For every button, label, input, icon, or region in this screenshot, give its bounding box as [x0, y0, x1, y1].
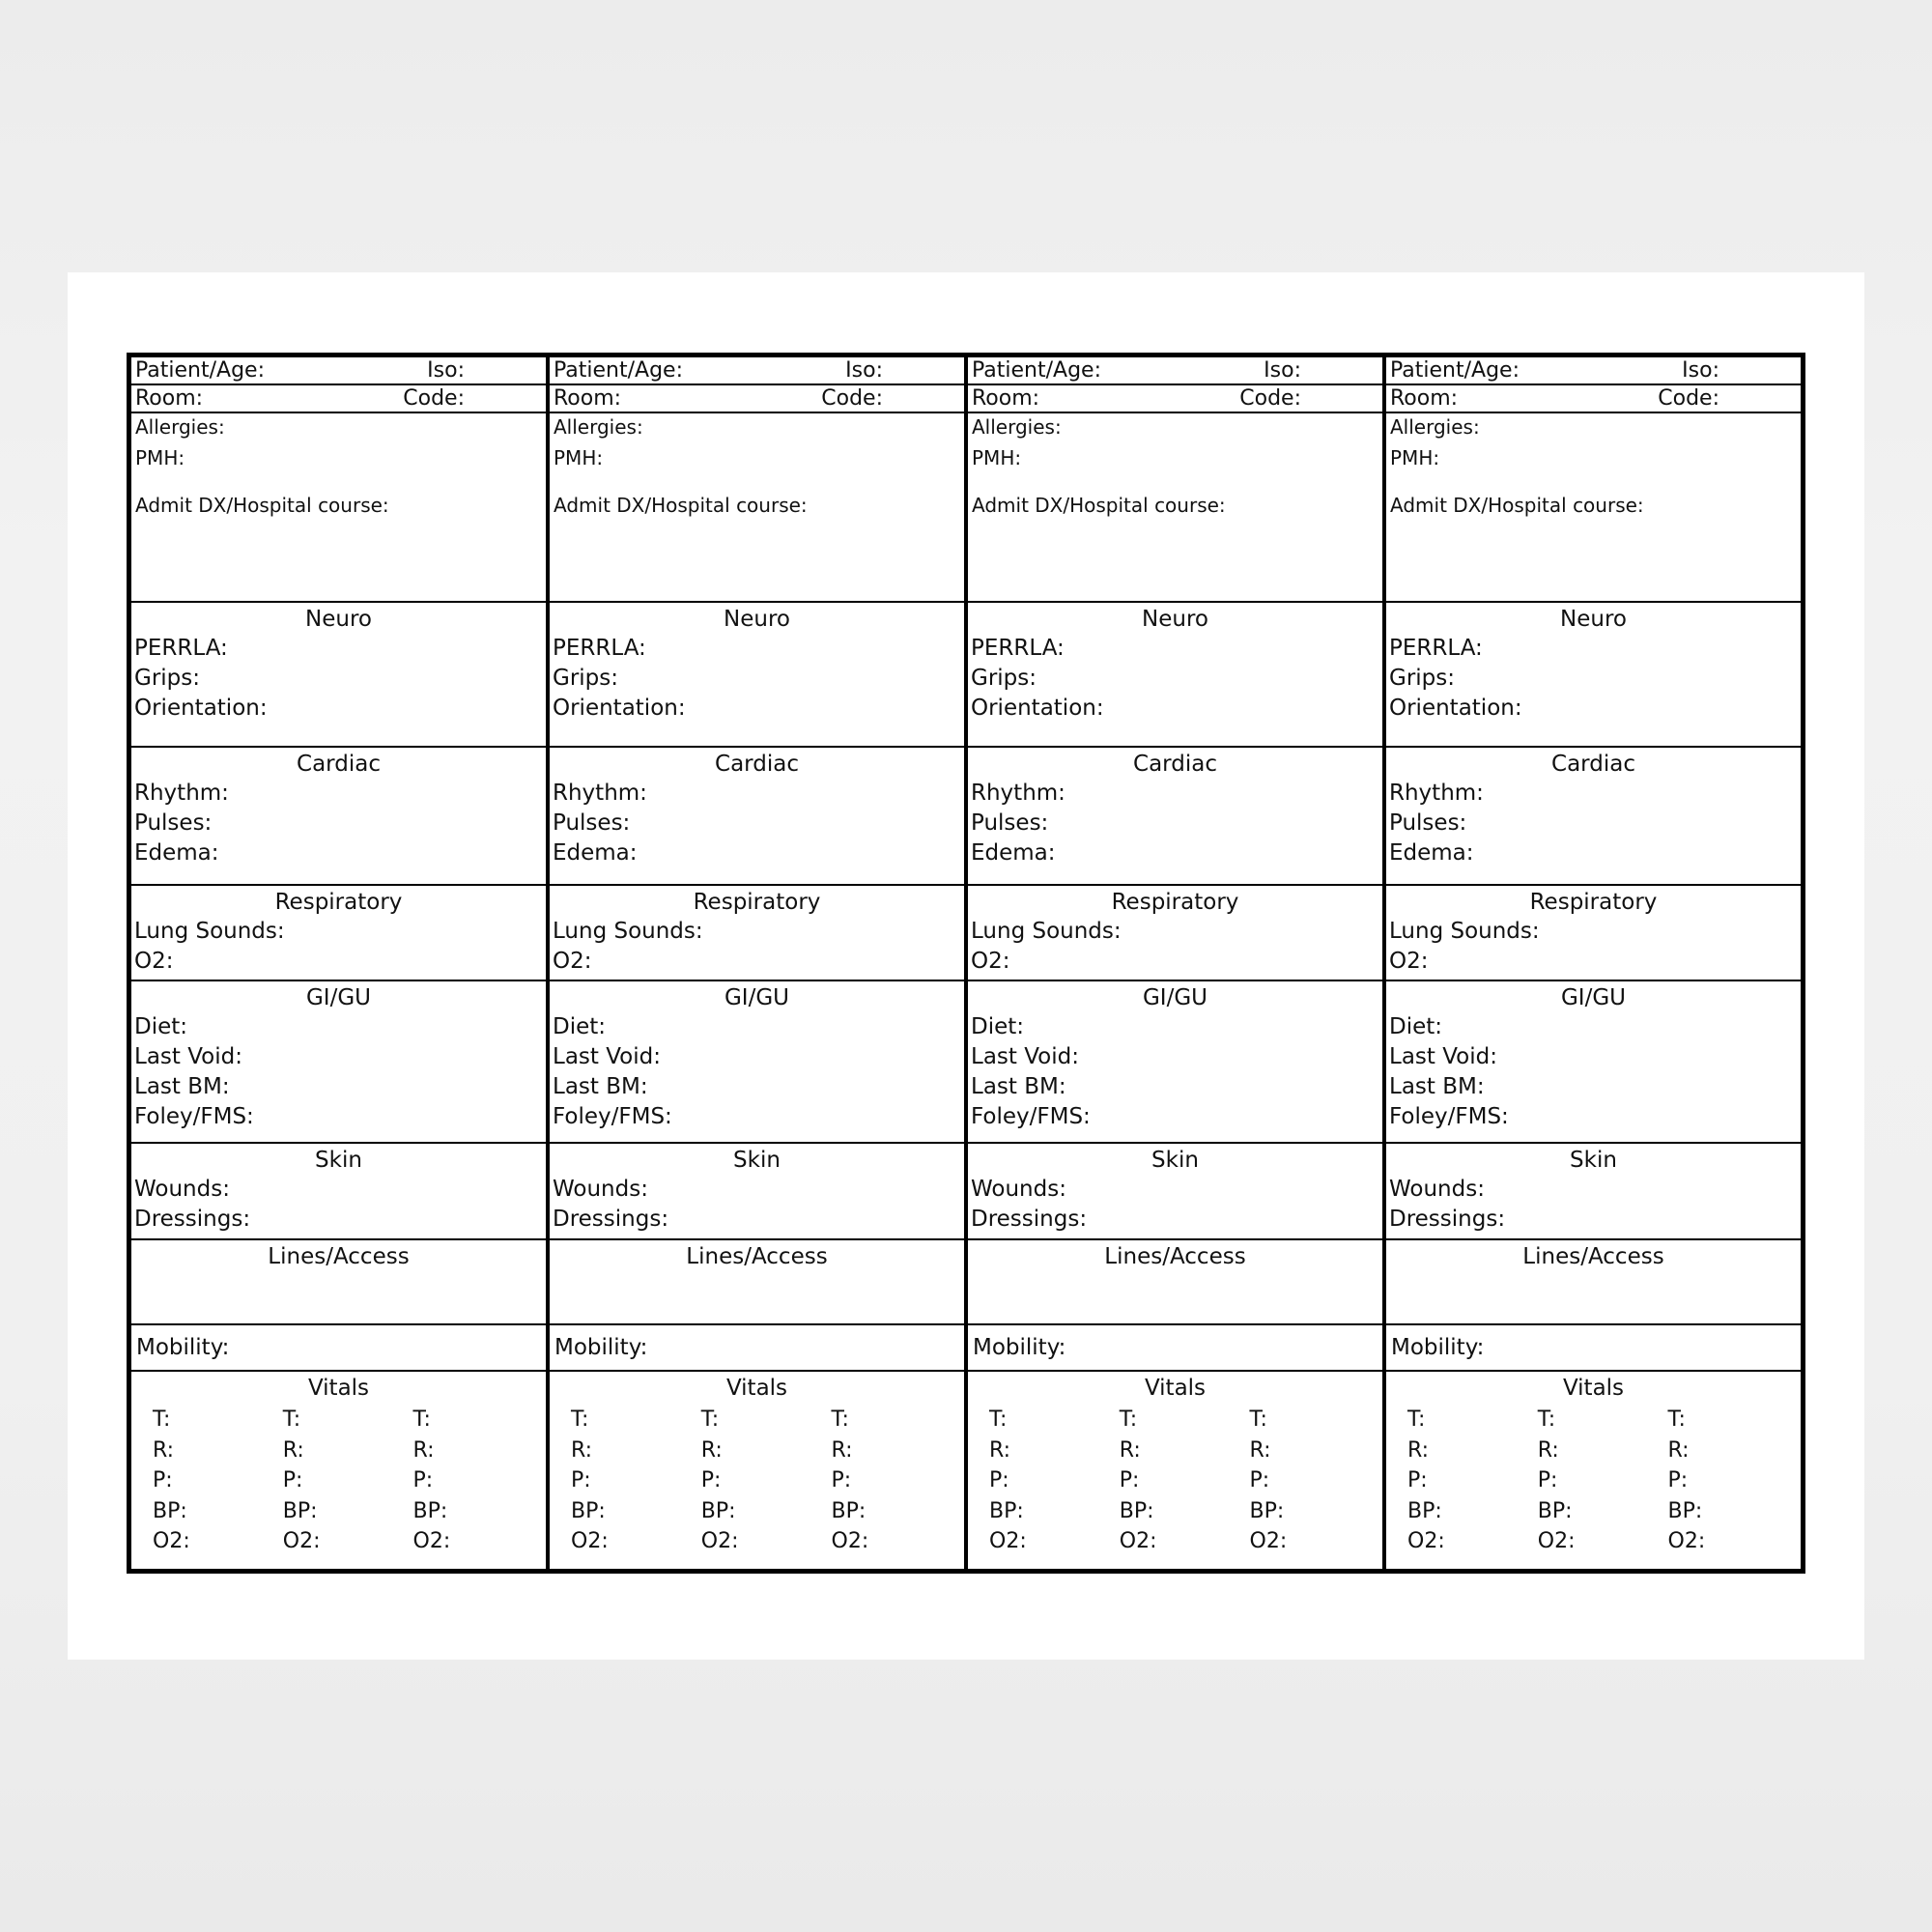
mobility-section	[1386, 1325, 1801, 1372]
cardiac-section-item: Rhythm:	[553, 781, 647, 806]
neuro-section-item: Orientation:	[1389, 696, 1522, 721]
allergies-label: Allergies:	[1390, 415, 1480, 439]
lines-access-title: Lines/Access	[1522, 1244, 1664, 1269]
mobility-section	[550, 1325, 964, 1372]
cardiac-section-item: Pulses:	[1389, 810, 1467, 836]
vitals-label: O2:	[831, 1529, 869, 1553]
gigu-section-item: Last BM:	[134, 1074, 230, 1099]
cardiac-section-item: Rhythm:	[134, 781, 229, 806]
skin-section-item: Dressings:	[1389, 1207, 1506, 1232]
neuro-section-item: Grips:	[1389, 666, 1456, 691]
gigu-section-item: Foley/FMS:	[1389, 1104, 1509, 1129]
cardiac-section-item: Pulses:	[971, 810, 1049, 836]
neuro-section-item: Grips:	[971, 666, 1037, 691]
neuro-section-item: PERRLA:	[1389, 636, 1483, 661]
vitals-label: O2:	[1249, 1529, 1288, 1553]
vitals-label: O2:	[1407, 1529, 1445, 1553]
cardiac-section-item: Rhythm:	[1389, 781, 1484, 806]
vitals-title: Vitals	[1144, 1376, 1207, 1401]
skin-section-item: Wounds:	[971, 1177, 1066, 1202]
vitals-set	[413, 1405, 526, 1557]
neuro-section-item: Grips:	[134, 666, 201, 691]
vitals-label: R:	[412, 1437, 435, 1463]
vitals-label: BP:	[571, 1498, 606, 1523]
mobility-label: Mobility:	[1391, 1335, 1485, 1360]
vitals-section	[550, 1372, 964, 1569]
vitals-label: O2:	[282, 1529, 321, 1553]
vitals-set	[1120, 1405, 1232, 1557]
vitals-label: BP:	[1407, 1498, 1442, 1523]
vitals-label: R:	[831, 1437, 853, 1463]
respiratory-section-title: Respiratory	[274, 890, 403, 915]
vitals-section	[131, 1372, 546, 1569]
mobility-section	[968, 1325, 1382, 1372]
gigu-section-item: Last Void:	[134, 1044, 242, 1069]
respiratory-section-item: Lung Sounds:	[134, 919, 285, 944]
cardiac-section	[1386, 748, 1801, 886]
respiratory-section-title: Respiratory	[693, 890, 821, 915]
gigu-section-item: Last BM:	[553, 1074, 648, 1099]
vitals-label: P:	[700, 1468, 722, 1492]
vitals-label: T:	[989, 1407, 1008, 1432]
neuro-section-title: Neuro	[1560, 607, 1627, 632]
vitals-label: O2:	[1537, 1529, 1576, 1553]
cardiac-section-title: Cardiac	[1133, 752, 1217, 777]
vitals-label: O2:	[700, 1529, 739, 1553]
neuro-section-item: Orientation:	[134, 696, 268, 721]
vitals-set	[832, 1405, 944, 1557]
vitals-label: P:	[571, 1468, 591, 1492]
patient-column	[131, 357, 550, 1569]
skin-section	[131, 1144, 546, 1240]
vitals-set	[1538, 1405, 1650, 1557]
vitals-title: Vitals	[1562, 1376, 1625, 1401]
vitals-label: BP:	[1119, 1498, 1154, 1523]
allergies-label: Allergies:	[135, 415, 225, 439]
code-label: Code:	[1239, 386, 1301, 411]
iso-label: Iso:	[845, 358, 883, 383]
code-label: Code:	[403, 386, 465, 411]
cardiac-section-item: Edema:	[1389, 840, 1474, 866]
cardiac-section-item: Edema:	[553, 840, 638, 866]
skin-section-title: Skin	[733, 1148, 781, 1173]
history-section	[1386, 413, 1801, 603]
gigu-section-item: Last BM:	[1389, 1074, 1485, 1099]
gigu-section-item: Diet:	[971, 1014, 1025, 1039]
vitals-label: T:	[1407, 1407, 1426, 1432]
skin-section-item: Wounds:	[1389, 1177, 1485, 1202]
admit-dx-label: Admit DX/Hospital course:	[135, 494, 389, 517]
vitals-label: T:	[412, 1407, 431, 1432]
vitals-set	[1250, 1405, 1362, 1557]
vitals-label: R:	[153, 1437, 175, 1463]
patient-age-label: Patient/Age:	[135, 358, 265, 383]
patient-age-label: Patient/Age:	[554, 358, 683, 383]
cardiac-section-item: Rhythm:	[971, 781, 1065, 806]
mobility-label: Mobility:	[973, 1335, 1066, 1360]
neuro-section	[550, 603, 964, 748]
gigu-section-item: Last Void:	[1389, 1044, 1497, 1069]
respiratory-section	[131, 886, 546, 981]
respiratory-section-item: O2:	[971, 949, 1010, 974]
vitals-set	[1668, 1405, 1780, 1557]
cardiac-section-item: Edema:	[971, 840, 1056, 866]
patient-age-iso-row	[550, 357, 964, 385]
patient-age-label: Patient/Age:	[1390, 358, 1520, 383]
respiratory-section-item: Lung Sounds:	[971, 919, 1122, 944]
respiratory-section-item: Lung Sounds:	[553, 919, 703, 944]
gigu-section-title: GI/GU	[1560, 985, 1626, 1010]
vitals-grid	[968, 1403, 1382, 1557]
vitals-label: BP:	[1249, 1498, 1285, 1523]
respiratory-section	[1386, 886, 1801, 981]
vitals-label: P:	[831, 1468, 852, 1492]
code-label: Code:	[1658, 386, 1719, 411]
room-code-row	[131, 385, 546, 413]
lines-access-title: Lines/Access	[686, 1244, 828, 1269]
vitals-set	[283, 1405, 395, 1557]
history-section	[550, 413, 964, 603]
vitals-label: R:	[1407, 1437, 1430, 1463]
room-label: Room:	[972, 386, 1040, 411]
neuro-section-item: PERRLA:	[971, 636, 1065, 661]
room-code-row	[1386, 385, 1801, 413]
respiratory-section-title: Respiratory	[1111, 890, 1239, 915]
vitals-label: P:	[1249, 1468, 1270, 1492]
gigu-section	[550, 981, 964, 1144]
respiratory-section	[550, 886, 964, 981]
vitals-label: R:	[989, 1437, 1011, 1463]
respiratory-section-item: O2:	[1389, 949, 1429, 974]
skin-section-item: Wounds:	[134, 1177, 230, 1202]
gigu-section-item: Foley/FMS:	[134, 1104, 254, 1129]
lines-access-section	[131, 1240, 546, 1325]
gigu-section	[1386, 981, 1801, 1144]
cardiac-section-item: Edema:	[134, 840, 219, 866]
admit-dx-label: Admit DX/Hospital course:	[554, 494, 808, 517]
admit-dx-label: Admit DX/Hospital course:	[972, 494, 1226, 517]
vitals-label: T:	[1537, 1407, 1556, 1432]
vitals-label: R:	[1667, 1437, 1690, 1463]
vitals-label: P:	[1407, 1468, 1428, 1492]
cardiac-section	[131, 748, 546, 886]
patient-age-iso-row	[1386, 357, 1801, 385]
skin-section-title: Skin	[1570, 1148, 1617, 1173]
neuro-section-title: Neuro	[305, 607, 372, 632]
gigu-section-title: GI/GU	[724, 985, 789, 1010]
vitals-label: P:	[1537, 1468, 1558, 1492]
skin-section	[968, 1144, 1382, 1240]
lines-access-section	[968, 1240, 1382, 1325]
vitals-label: BP:	[282, 1498, 318, 1523]
vitals-label: O2:	[1667, 1529, 1706, 1553]
patient-age-iso-row	[968, 357, 1382, 385]
room-code-row	[968, 385, 1382, 413]
gigu-section-item: Diet:	[553, 1014, 607, 1039]
neuro-section	[1386, 603, 1801, 748]
vitals-label: BP:	[412, 1498, 448, 1523]
vitals-label: P:	[282, 1468, 303, 1492]
respiratory-section-item: O2:	[553, 949, 592, 974]
gigu-section-title: GI/GU	[305, 985, 371, 1010]
vitals-label: R:	[1249, 1437, 1271, 1463]
vitals-label: P:	[153, 1468, 173, 1492]
vitals-label: T:	[153, 1407, 171, 1432]
vitals-label: R:	[571, 1437, 593, 1463]
respiratory-section	[968, 886, 1382, 981]
vitals-label: T:	[1249, 1407, 1267, 1432]
cardiac-section-title: Cardiac	[1551, 752, 1635, 777]
vitals-label: T:	[1119, 1407, 1138, 1432]
respiratory-section-title: Respiratory	[1529, 890, 1658, 915]
skin-section-item: Dressings:	[134, 1207, 251, 1232]
vitals-label: R:	[700, 1437, 723, 1463]
gigu-section	[131, 981, 546, 1144]
vitals-label: BP:	[1537, 1498, 1573, 1523]
patient-column	[1386, 357, 1801, 1569]
allergies-label: Allergies:	[554, 415, 643, 439]
cardiac-section	[968, 748, 1382, 886]
gigu-section-item: Last Void:	[971, 1044, 1079, 1069]
cardiac-section-item: Pulses:	[553, 810, 631, 836]
vitals-label: T:	[571, 1407, 589, 1432]
neuro-section-title: Neuro	[1142, 607, 1208, 632]
iso-label: Iso:	[1264, 358, 1301, 383]
respiratory-section-item: Lung Sounds:	[1389, 919, 1540, 944]
room-label: Room:	[1390, 386, 1459, 411]
vitals-label: BP:	[700, 1498, 736, 1523]
pmh-label: PMH:	[1390, 446, 1440, 469]
neuro-section-item: PERRLA:	[134, 636, 228, 661]
neuro-section-item: Orientation:	[971, 696, 1104, 721]
gigu-section-item: Diet:	[134, 1014, 188, 1039]
skin-section-item: Wounds:	[553, 1177, 648, 1202]
gigu-section-item: Last BM:	[971, 1074, 1066, 1099]
vitals-label: T:	[1667, 1407, 1686, 1432]
room-label: Room:	[135, 386, 204, 411]
vitals-set	[153, 1405, 265, 1557]
vitals-label: O2:	[989, 1529, 1027, 1553]
report-sheet	[68, 272, 1864, 1660]
pmh-label: PMH:	[135, 446, 185, 469]
vitals-label: O2:	[1119, 1529, 1157, 1553]
vitals-label: T:	[700, 1407, 720, 1432]
neuro-section-item: Grips:	[553, 666, 619, 691]
history-section	[131, 413, 546, 603]
gigu-section	[968, 981, 1382, 1144]
neuro-section-item: PERRLA:	[553, 636, 646, 661]
vitals-label: P:	[412, 1468, 434, 1492]
vitals-section	[1386, 1372, 1801, 1569]
gigu-section-item: Foley/FMS:	[971, 1104, 1091, 1129]
vitals-title: Vitals	[307, 1376, 370, 1401]
code-label: Code:	[821, 386, 883, 411]
nursing-report-table	[127, 353, 1805, 1574]
mobility-label: Mobility:	[136, 1335, 230, 1360]
vitals-label: BP:	[831, 1498, 867, 1523]
vitals-label: BP:	[153, 1498, 187, 1523]
patient-column	[550, 357, 968, 1569]
gigu-section-item: Last Void:	[553, 1044, 661, 1069]
vitals-label: BP:	[989, 1498, 1024, 1523]
vitals-label: R:	[1119, 1437, 1141, 1463]
admit-dx-label: Admit DX/Hospital course:	[1390, 494, 1644, 517]
pmh-label: PMH:	[554, 446, 604, 469]
patient-age-label: Patient/Age:	[972, 358, 1101, 383]
history-section	[968, 413, 1382, 603]
vitals-label: P:	[1119, 1468, 1140, 1492]
mobility-section	[131, 1325, 546, 1372]
vitals-label: T:	[831, 1407, 849, 1432]
cardiac-section-title: Cardiac	[297, 752, 381, 777]
patient-age-iso-row	[131, 357, 546, 385]
vitals-set	[571, 1405, 683, 1557]
vitals-section	[968, 1372, 1382, 1569]
skin-section	[550, 1144, 964, 1240]
vitals-label: P:	[1667, 1468, 1689, 1492]
iso-label: Iso:	[1682, 358, 1719, 383]
vitals-label: O2:	[412, 1529, 451, 1553]
skin-section-item: Dressings:	[553, 1207, 669, 1232]
mobility-label: Mobility:	[554, 1335, 648, 1360]
cardiac-section-item: Pulses:	[134, 810, 213, 836]
skin-section-title: Skin	[1151, 1148, 1199, 1173]
neuro-section	[131, 603, 546, 748]
lines-access-section	[550, 1240, 964, 1325]
vitals-grid	[1386, 1403, 1801, 1557]
neuro-section-item: Orientation:	[553, 696, 686, 721]
cardiac-section-title: Cardiac	[715, 752, 799, 777]
vitals-set	[1407, 1405, 1520, 1557]
cardiac-section	[550, 748, 964, 886]
vitals-label: P:	[989, 1468, 1009, 1492]
vitals-label: BP:	[1667, 1498, 1703, 1523]
vitals-label: R:	[282, 1437, 304, 1463]
room-label: Room:	[554, 386, 622, 411]
vitals-label: O2:	[571, 1529, 609, 1553]
vitals-set	[701, 1405, 813, 1557]
skin-section-title: Skin	[315, 1148, 362, 1173]
skin-section-item: Dressings:	[971, 1207, 1088, 1232]
vitals-grid	[550, 1403, 964, 1557]
vitals-title: Vitals	[725, 1376, 788, 1401]
neuro-section-title: Neuro	[724, 607, 790, 632]
vitals-label: O2:	[153, 1529, 190, 1553]
respiratory-section-item: O2:	[134, 949, 174, 974]
skin-section	[1386, 1144, 1801, 1240]
vitals-label: R:	[1537, 1437, 1559, 1463]
lines-access-title: Lines/Access	[268, 1244, 410, 1269]
gigu-section-item: Diet:	[1389, 1014, 1443, 1039]
lines-access-title: Lines/Access	[1104, 1244, 1246, 1269]
vitals-label: T:	[282, 1407, 301, 1432]
patient-column	[968, 357, 1386, 1569]
lines-access-section	[1386, 1240, 1801, 1325]
vitals-set	[989, 1405, 1101, 1557]
pmh-label: PMH:	[972, 446, 1022, 469]
allergies-label: Allergies:	[972, 415, 1062, 439]
room-code-row	[550, 385, 964, 413]
neuro-section	[968, 603, 1382, 748]
vitals-grid	[131, 1403, 546, 1557]
iso-label: Iso:	[427, 358, 465, 383]
gigu-section-item: Foley/FMS:	[553, 1104, 672, 1129]
gigu-section-title: GI/GU	[1142, 985, 1208, 1010]
